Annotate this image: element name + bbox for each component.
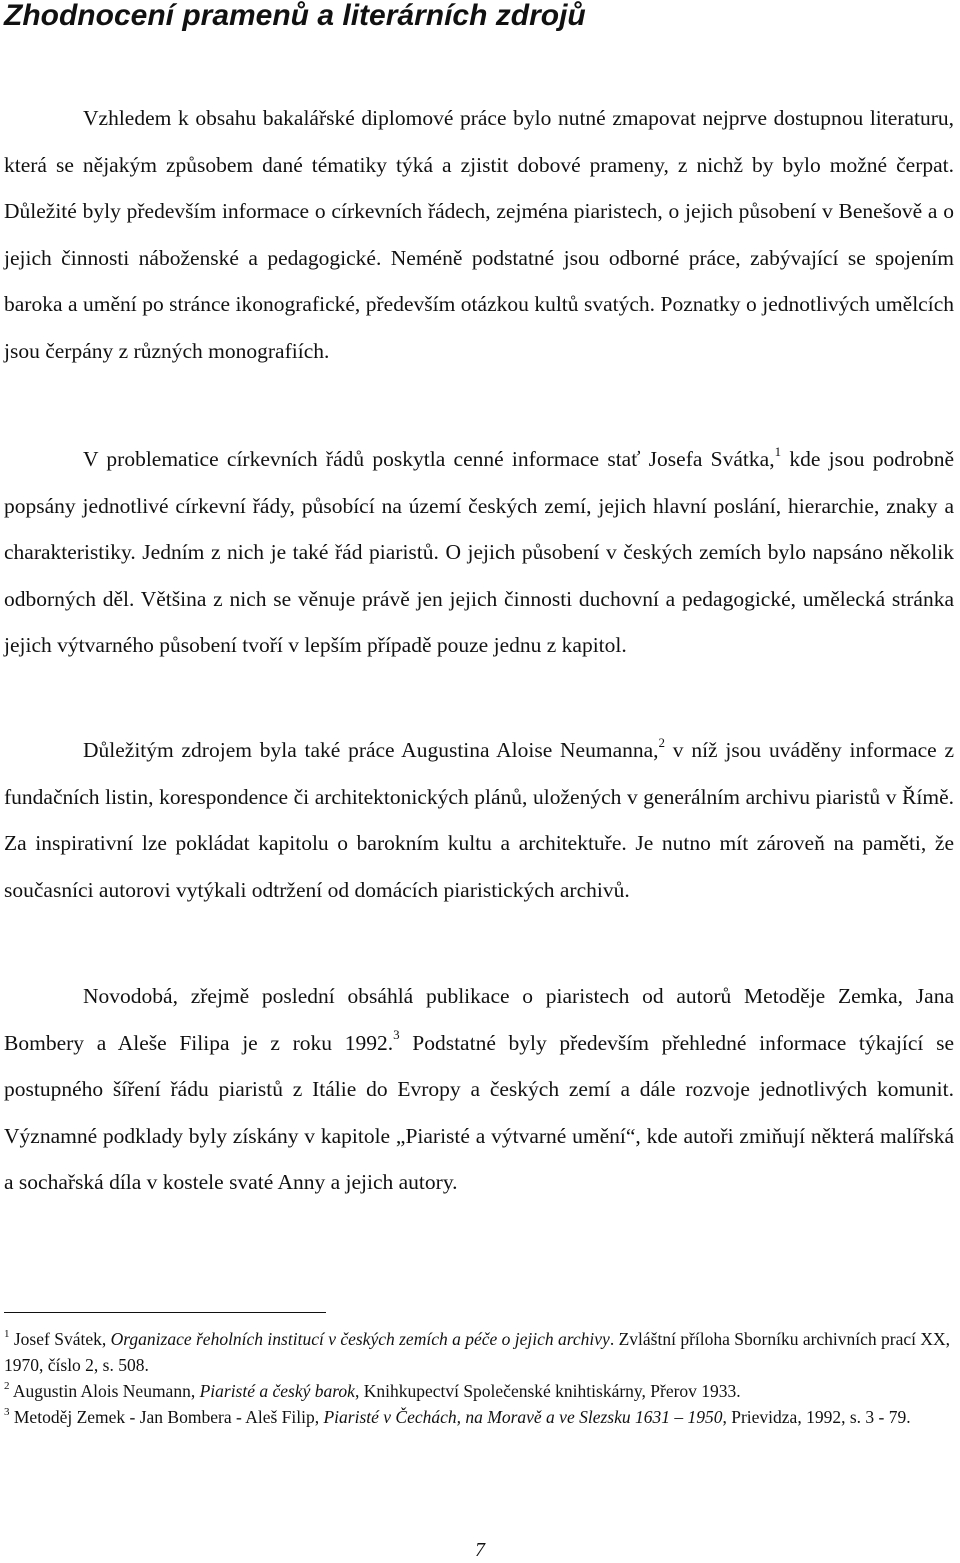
footnote-ref-3[interactable]: 3 — [393, 1027, 400, 1043]
paragraph-2-text-after: kde jsou podrobně popsány jednotlivé církevní řády, působící na území českých zemí, jejich hlavní poslání, hierarchie, znaky a charakteristiky. Jedním z nich je také řád piaristů. O jejich působení v českých zemích bylo napsáno několik odborných děl. Většina z nich se věnuje právě jen jejich činnosti duchovní a pedagogické, umělecká stránka jejich výtvarného působení tvoří v lepším případě pouze jednu z kapitol. — [4, 447, 954, 657]
footnote-ref-2[interactable]: 2 — [658, 734, 666, 750]
paragraph-3 — [4, 727, 954, 913]
footnote-3 — [4, 1404, 954, 1430]
footnote-number: 1 — [4, 1328, 10, 1341]
section-heading: Zhodnocení pramenů a literárních zdrojů — [4, 0, 586, 32]
footnote-1 — [4, 1326, 954, 1378]
paragraph-1 — [4, 95, 954, 374]
footnote-author: Augustin Alois Neumann, — [9, 1381, 200, 1401]
footnotes — [4, 1326, 954, 1430]
footnote-2 — [4, 1378, 954, 1404]
footnote-author: Josef Svátek, — [9, 1329, 111, 1349]
paragraph-1-text: Vzhledem k obsahu bakalářské diplomové práce bylo nutné zmapovat nejprve dostupnou literaturu, která se nějakým způsobem dané tématiky týká a zjistit dobové prameny, z nichž by bylo možné čerpat. Důležité byly především informace o církevních řádech, zejména piaristech, o jejich působení v Benešově a o jejich činnosti náboženské a pedagogické. Neméně podstatné jsou odborné práce, zabývající se spojením baroka a umění po stránce ikonografické, především otázkou kultů svatých. Poznatky o jednotlivých umělcích jsou čerpány z různých monografiích. — [4, 106, 954, 363]
footnote-ref-1[interactable]: 1 — [774, 443, 782, 459]
footnote-title: Piaristé a český barok — [199, 1381, 355, 1401]
footnote-number: 2 — [4, 1380, 10, 1393]
footnote-details: . Zvláštní příloha Sborníku archivních prací XX, 1970, číslo 2, s. 508. — [4, 1329, 951, 1375]
paragraph-4-text-after: Podstatné byly především přehledné informace týkající se postupného šíření řádu piaristů z Itálie do Evropy a českých zemí a dále rozvoje jednotlivých komunit. Významné podklady byly získány v kapitole „Piaristé a výtvarné umění“, kde autoři zmiňují některá malířská a sochařská díla v kostele svaté Anny a jejich autory. — [4, 1030, 954, 1194]
footnote-divider — [4, 1312, 326, 1313]
paragraph-2 — [4, 436, 954, 669]
footnote-title: Organizace řeholních institucí v českých zemích a péče o jejich archivy — [110, 1329, 610, 1349]
footnote-details: , Knihkupectví Společenské knihtiskárny, Přerov 1933. — [354, 1381, 741, 1401]
paragraph-4 — [4, 973, 954, 1206]
page-number: 7 — [475, 1539, 485, 1561]
footnote-author: Metoděj Zemek - Jan Bombera - Aleš Filip, — [9, 1407, 324, 1427]
paragraph-4-text-before: Novodobá, zřejmě poslední obsáhlá publikace o piaristech od autorů Metoděje Zemka, Jana Bombery a Aleše Filipa je z roku 1992. — [4, 984, 954, 1055]
footnote-details: , Prievidza, 1992, s. 3 - 79. — [722, 1407, 911, 1427]
paragraph-2-text-before: V problematice církevních řádů poskytla cenné informace stať Josefa Svátka, — [83, 447, 775, 471]
footnote-number: 3 — [4, 1406, 10, 1419]
paragraph-3-text-after: v níž jsou uváděny informace z fundačních listin, korespondence či architektonických plánů, uložených v generálním archivu piaristů v Římě. Za inspirativní lze pokládat kapitolu o barokním kultu a architektuře. Je nutno mít zároveň na paměti, že současníci autorovi vytýkali odtržení od domácích piaristických archivů. — [4, 738, 954, 902]
footnote-title: Piaristé v Čechách, na Moravě a ve Slezsku 1631 – 1950 — [323, 1407, 723, 1427]
paragraph-3-text-before: Důležitým zdrojem byla také práce Augustina Aloise Neumanna, — [83, 738, 659, 762]
